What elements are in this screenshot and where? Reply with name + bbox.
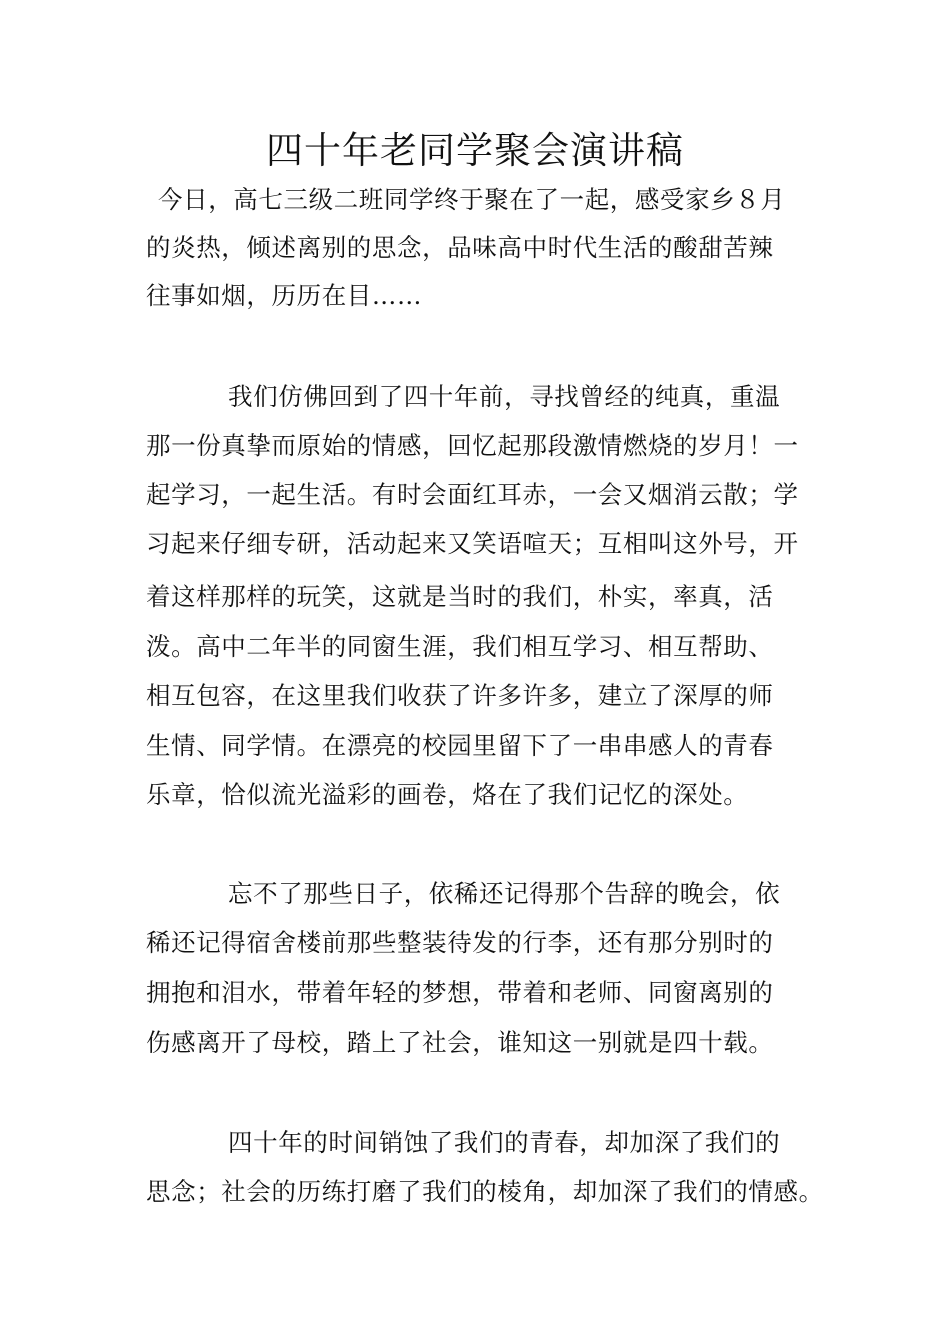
paragraph-1-line-3: 往事如烟，历历在目…… (146, 281, 423, 310)
paragraph-3-line-1: 忘不了那些日子，依稀还记得那个告辞的晚会，依 (228, 879, 781, 908)
document-title: 四十年老同学聚会演讲稿 (266, 129, 684, 172)
paragraph-1-line-1: 今日，高七三级二班同学终于聚在了一起，感受家乡８月 (158, 185, 786, 214)
paragraph-2-line-5: 着这样那样的玩笑，这就是当时的我们，朴实，率真，活 (146, 582, 774, 611)
paragraph-2-line-6: 泼。高中二年半的同窗生涯，我们相互学习、相互帮助、 (146, 632, 774, 661)
paragraph-2-line-8: 生情、同学情。在漂亮的校园里留下了一串串感人的青春 (146, 731, 774, 760)
paragraph-2-line-2: 那一份真挚而原始的情感，回忆起那段激情燃烧的岁月！一 (146, 431, 799, 460)
paragraph-2-line-9: 乐章，恰似流光溢彩的画卷，烙在了我们记忆的深处。 (146, 780, 749, 809)
paragraph-2-line-3: 起学习，一起生活。有时会面红耳赤，一会又烟消云散；学 (146, 480, 799, 509)
paragraph-3-line-3: 拥抱和泪水，带着年轻的梦想，带着和老师、同窗离别的 (146, 978, 774, 1007)
paragraph-2-line-4: 习起来仔细专研，活动起来又笑语喧天；互相叫这外号，开 (146, 529, 799, 558)
paragraph-4-line-2: 思念；社会的历练打磨了我们的棱角，却加深了我们的情感。 (146, 1177, 824, 1206)
paragraph-4-line-1: 四十年的时间销蚀了我们的青春，却加深了我们的 (228, 1128, 781, 1157)
paragraph-1-line-2: 的炎热，倾述离别的思念，品味高中时代生活的酸甜苦辣 (146, 233, 774, 262)
paragraph-3-line-4: 伤感离开了母校，踏上了社会，谁知这一别就是四十载。 (146, 1028, 774, 1057)
paragraph-3-line-2: 稀还记得宿舍楼前那些整装待发的行李，还有那分别时的 (146, 928, 774, 957)
paragraph-2-line-1: 我们仿佛回到了四十年前，寻找曾经的纯真，重温 (228, 382, 781, 411)
paragraph-2-line-7: 相互包容，在这里我们收获了许多许多，建立了深厚的师 (146, 681, 774, 710)
